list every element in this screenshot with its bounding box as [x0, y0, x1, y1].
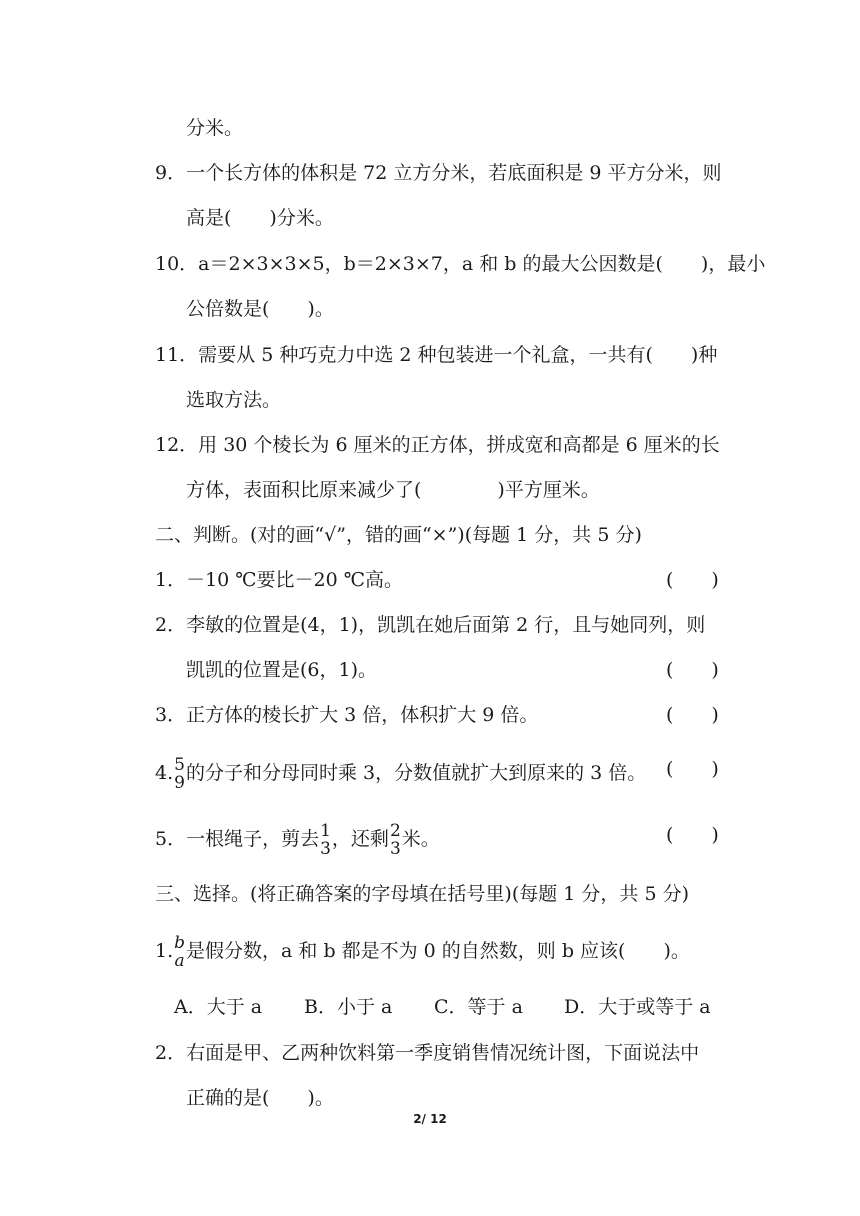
choice-1-text: 是假分数，a 和 b 都是不为 0 的自然数，则 b 应该( )。 — [186, 940, 690, 962]
choice-1 — [155, 934, 690, 970]
fraction-numerator: b — [174, 933, 186, 953]
option-d[interactable]: D．大于或等于 a — [564, 996, 711, 1018]
page-number: 2/ 12 — [413, 1112, 447, 1126]
question-11-line1: 11．需要从 5 种巧克力中选 2 种包装进一个礼盒，一共有( )种 — [155, 344, 718, 366]
fraction-numerator: 1 — [320, 821, 331, 841]
judge-2-line2: 凯凯的位置是(6，1)。 — [186, 659, 378, 681]
judge-4-text: 的分子和分母同时乘 3，分数值就扩大到原来的 3 倍。 — [185, 762, 647, 784]
fraction-1-3 — [320, 822, 331, 858]
fraction-denominator: 9 — [174, 773, 185, 793]
section-2-heading: 二、判断。(对的画“√”，错的画“×”)(每题 1 分，共 5 分) — [155, 524, 642, 546]
q8-continuation: 分米。 — [186, 117, 244, 139]
fraction-numerator: 5 — [174, 755, 185, 775]
question-9-line2: 高是( )分米。 — [186, 207, 334, 229]
judge-4-answer-paren[interactable]: ( ) — [666, 758, 719, 780]
question-12-line1: 12．用 30 个棱长为 6 厘米的正方体，拼成宽和高都是 6 厘米的长 — [155, 434, 720, 456]
judge-5-prefix: 5．一根绳子，剪去 — [155, 828, 320, 850]
judge-2-answer-paren[interactable]: ( ) — [666, 659, 719, 681]
fraction-2-3 — [390, 822, 401, 858]
question-12-line2: 方体，表面积比原来减少了( )平方厘米。 — [186, 479, 600, 501]
judge-5-middle: ，还剩 — [331, 828, 389, 850]
choice-2-line1: 2．右面是甲、乙两种饮料第一季度销售情况统计图，下面说法中 — [155, 1042, 700, 1064]
fraction-denominator: a — [174, 951, 185, 971]
fraction-denominator: 3 — [320, 839, 331, 859]
question-10-line1: 10．a＝2×3×3×5，b＝2×3×7，a 和 b 的最大公因数是( )，最小 — [155, 253, 766, 275]
fraction-b-a — [174, 934, 185, 970]
judge-4-prefix: 4. — [155, 762, 174, 784]
option-c[interactable]: C．等于 a — [434, 996, 523, 1018]
judge-1: 1．－10 ℃要比－20 ℃高。 — [155, 569, 404, 591]
section-3-heading: 三、选择。(将正确答案的字母填在括号里)(每题 1 分，共 5 分) — [155, 883, 689, 905]
judge-3: 3．正方体的棱长扩大 3 倍，体积扩大 9 倍。 — [155, 704, 539, 726]
judge-5 — [155, 822, 440, 858]
judge-5-suffix: 米。 — [401, 828, 440, 850]
judge-5-answer-paren[interactable]: ( ) — [666, 824, 719, 846]
judge-3-answer-paren[interactable]: ( ) — [666, 704, 719, 726]
option-a[interactable]: A．大于 a — [174, 996, 263, 1018]
choice-2-line2: 正确的是( )。 — [186, 1087, 334, 1109]
question-10-line2: 公倍数是( )。 — [186, 298, 334, 320]
fraction-numerator: 2 — [389, 821, 401, 841]
question-11-line2: 选取方法。 — [186, 389, 282, 411]
judge-1-answer-paren[interactable]: ( ) — [666, 569, 719, 591]
option-b[interactable]: B．小于 a — [304, 996, 393, 1018]
question-9-line1: 9．一个长方体的体积是 72 立方分米，若底面积是 9 平方分米，则 — [155, 162, 722, 184]
judge-4 — [155, 756, 646, 792]
fraction-5-9 — [174, 756, 185, 792]
judge-2-line1: 2．李敏的位置是(4，1)，凯凯在她后面第 2 行，且与她同列，则 — [155, 614, 706, 636]
choice-1-prefix: 1. — [155, 940, 174, 962]
fraction-denominator: 3 — [389, 839, 401, 859]
